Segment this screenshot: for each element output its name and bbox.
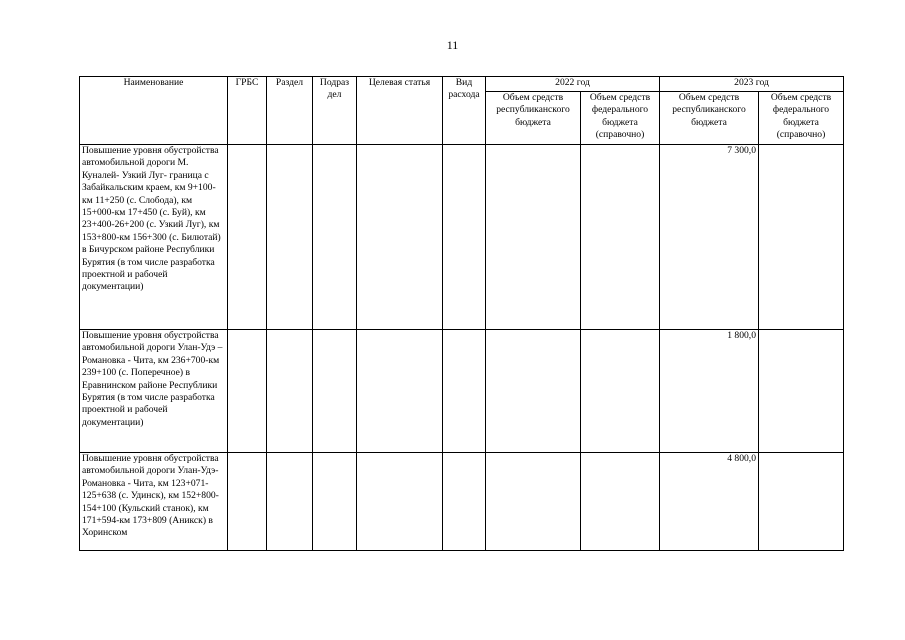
row-podrazdel	[313, 145, 357, 330]
row-expense-type	[443, 145, 486, 330]
row-name: Повышение уровня обустройства автомобильной дороги Улан-Удэ-Романовка - Чита, км 123+071-125+638 (с. Удинск), км 152+800-154+100 (Кульский станок), км 171+594-км 173+809 (Аникск) в Хоринском	[80, 453, 228, 551]
page-number: 11	[446, 38, 459, 52]
row-razdel	[267, 145, 313, 330]
row-2023-federal	[759, 330, 844, 453]
row-2022-republic	[486, 330, 581, 453]
row-grbs	[228, 145, 267, 330]
row-grbs	[228, 453, 267, 551]
row-2022-republic	[486, 453, 581, 551]
header-expense-type: Вид расхода	[443, 77, 486, 145]
header-grbs: ГРБС	[228, 77, 267, 145]
header-podrazdel: Подраз дел	[313, 77, 357, 145]
header-year-2023: 2023 год	[660, 77, 844, 92]
row-podrazdel	[313, 330, 357, 453]
row-expense-type	[443, 330, 486, 453]
row-grbs	[228, 330, 267, 453]
header-2022-republic: Объем средств республиканского бюджета	[486, 92, 581, 145]
row-name: Повышение уровня обустройства автомобильной дороги М. Куналей- Узкий Луг- граница с Забайкальским краем, км 9+100-км 11+250 (с. Слобода), км 15+000-км 17+450 (с. Буй), км 23+400-26+200 (с. Узкий Луг), км 153+800-км 156+300 (с. Билютай) в Бичурском районе Республики Бурятия (в том числе разработка проектной и рабочей документации)	[80, 145, 228, 330]
budget-table	[79, 76, 844, 551]
header-name: Наименование	[80, 77, 228, 145]
table-row	[80, 453, 844, 551]
row-podrazdel	[313, 453, 357, 551]
row-2023-republic: 1 800,0	[660, 330, 759, 453]
row-2023-republic: 4 800,0	[660, 453, 759, 551]
row-name: Повышение уровня обустройства автомобильной дороги Улан-Удэ – Романовка - Чита, км 236+700-км 239+100 (с. Поперечное) в Еравнинском районе Республики Бурятия (в том числе разработка проектной и рабочей документации)	[80, 330, 228, 453]
row-razdel	[267, 453, 313, 551]
header-razdel: Раздел	[267, 77, 313, 145]
row-expense-type	[443, 453, 486, 551]
row-target-article	[357, 453, 443, 551]
row-razdel	[267, 330, 313, 453]
row-2022-federal	[581, 330, 660, 453]
row-2022-republic	[486, 145, 581, 330]
header-year-2022: 2022 год	[486, 77, 660, 92]
header-2022-federal: Объем средств федерального бюджета (справочно)	[581, 92, 660, 145]
header-2023-federal: Объем средств федерального бюджета (справочно)	[759, 92, 844, 145]
row-2023-federal	[759, 145, 844, 330]
table-row	[80, 330, 844, 453]
header-row	[80, 77, 844, 92]
table-row	[80, 145, 844, 330]
header-2023-republic: Объем средств республиканского бюджета	[660, 92, 759, 145]
row-target-article	[357, 145, 443, 330]
row-2022-federal	[581, 453, 660, 551]
row-2022-federal	[581, 145, 660, 330]
row-2023-federal	[759, 453, 844, 551]
header-target-article: Целевая статья	[357, 77, 443, 145]
row-target-article	[357, 330, 443, 453]
row-2023-republic: 7 300,0	[660, 145, 759, 330]
